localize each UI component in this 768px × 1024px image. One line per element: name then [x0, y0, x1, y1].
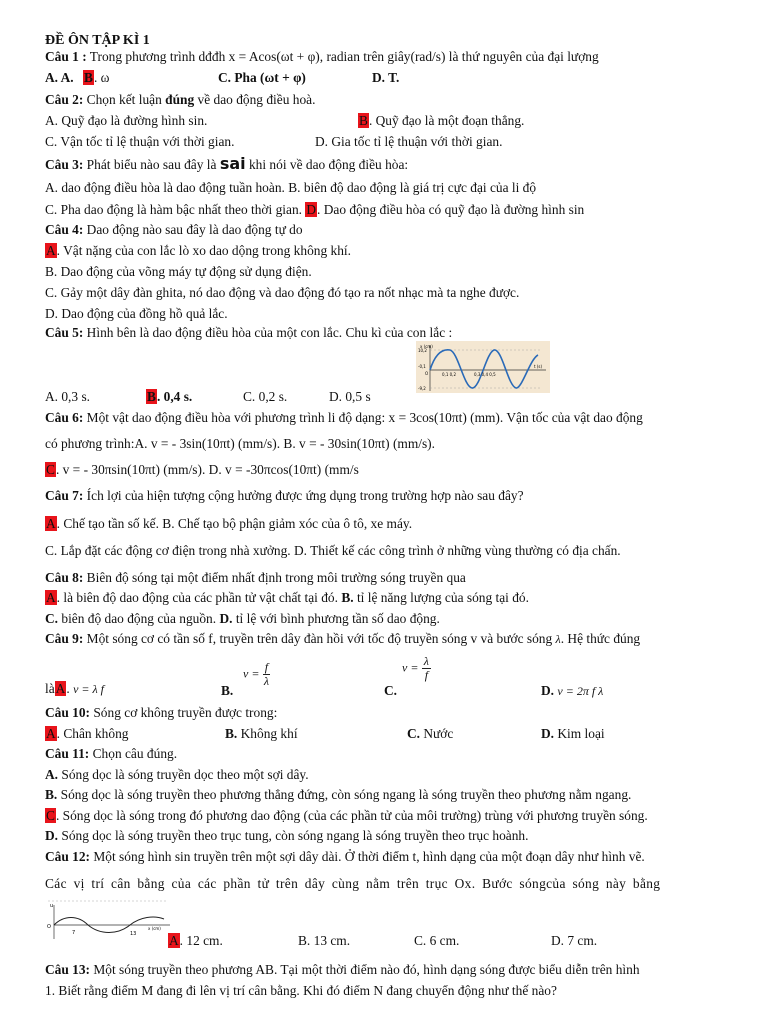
q2-option-d: D. Gia tốc tỉ lệ thuận với thời gian.	[315, 134, 503, 149]
fraction: $\frac{f}{\lambda}$	[263, 660, 270, 688]
origin-label: O	[425, 371, 429, 376]
q12-option-b: B. 13 cm.	[298, 933, 351, 948]
q2-option-c: C. Vận tốc tỉ lệ thuận với thời gian.	[45, 134, 235, 149]
question-1: Câu 1 : Trong phương trình dđđh x = Acos(ωt + φ), radian trên giây(rad/s) là thứ nguyên của đại lượng	[45, 49, 599, 64]
x-tick-7: 7	[72, 930, 76, 936]
origin-label: O	[47, 924, 51, 930]
question-3: Câu 3: Phát biểu nào sau đây là sai khi nói về dao động điều hòa:	[45, 154, 409, 173]
question-10: Câu 10: Sóng cơ không truyền được trong:	[45, 705, 278, 720]
y-tick-mid: -0,1	[418, 364, 426, 369]
oscillation-graph	[416, 341, 550, 393]
q4-option-a: A. Vật nặng của con lắc lò xo dao dộng trong không khí.	[46, 243, 351, 258]
x-tick-13: 13	[130, 931, 137, 937]
u-label: u	[50, 903, 54, 909]
t-title: t (s)	[534, 364, 543, 369]
q8-options-ab: A. là biên độ dao động của các phần tử vật chất tại đó. B. tỉ lệ năng lượng của sóng tại đó.	[46, 590, 529, 605]
question-4: Câu 4: Dao động nào sau đây là dao động tự do	[45, 222, 303, 237]
t-ticks-1: 0,1 0,2	[442, 372, 456, 377]
question-8: Câu 8: Biên độ sóng tại một điểm nhất định trong môi trường sóng truyền qua	[45, 570, 466, 585]
q5-option-c: C. 0,2 s.	[243, 389, 288, 404]
y-tick-bottom: -9,2	[418, 386, 426, 391]
q6-options-ab: có phương trình:A. v = - 3sin(10πt) (mm/s). B. v = - 30sin(10πt) (mm/s).	[45, 436, 435, 451]
q4-option-b: B. Dao động của võng máy tự động sử dụng điện.	[45, 264, 312, 279]
q11-option-c: C. Sóng dọc là sóng trong đó phương dao động (của các phần tử của môi trường) trùng với phương truyền sóng.	[46, 808, 648, 823]
q9-option-b-label: B.	[221, 683, 234, 698]
q10-option-d: D. Kim loại	[541, 726, 605, 741]
q7-options-ab: A. Chế tạo tần số kế. B. Chế tạo bộ phận giảm xóc của ô tô, xe máy.	[46, 516, 413, 531]
question-13: Câu 13: Một sóng truyền theo phương AB. Tại một thời điểm nào đó, hình dạng sóng được biểu diễn trên hình	[45, 962, 640, 977]
fraction: $\frac{\lambda}{f}$	[423, 654, 429, 682]
q3-options-cd: C. Pha dao động là hàm bậc nhất theo thời gian. D. Dao động điều hòa có quỹ đạo là đường hình sin	[45, 202, 585, 217]
string-wave-graph	[44, 899, 172, 943]
y-title: x (cm)	[420, 344, 433, 349]
q9-option-b-formula: v = $\frac{f}{\lambda}$	[243, 660, 270, 688]
q13-line-2: 1. Biết rằng điểm M đang đi lên vị trí cân bằng. Khi đó điểm N đang chuyển động như thế nào?	[45, 983, 557, 998]
question-2: Câu 2: Chọn kết luận đúng về dao động điều hoà.	[45, 92, 316, 107]
q1-option-c: C. Pha (ωt + φ)	[218, 70, 306, 85]
q1-option-d: D. T.	[372, 70, 400, 85]
q10-option-c: C. Nước	[407, 726, 454, 741]
x-title: x (cm)	[148, 926, 161, 931]
q9-option-a: làA. v = λ f	[45, 681, 105, 696]
q3-options-ab: A. dao động điều hòa là dao động tuần hoàn. B. biên độ dao động là giá trị cực đại của li độ	[45, 180, 537, 195]
page-title: ĐỀ ÔN TẬP KÌ 1	[45, 33, 150, 48]
question-label: Câu 1 :	[45, 49, 87, 64]
q9-option-c-label: C.	[384, 683, 398, 698]
q12-option-c: C. 6 cm.	[414, 933, 460, 948]
q12-option-d: D. 7 cm.	[551, 933, 598, 948]
q4-option-d: D. Dao động của đồng hồ quả lắc.	[45, 306, 228, 321]
q10-option-b: B. Không khí	[225, 726, 298, 741]
q7-options-cd: C. Lắp đặt các động cơ điện trong nhà xưởng. D. Thiết kế các công trình ở những vùng thường có địa chấn.	[45, 543, 621, 558]
q1-option-b: B. ω	[84, 70, 110, 85]
q9-option-d: D. v = 2π f λ	[541, 683, 604, 698]
question-12: Câu 12: Một sóng hình sin truyền trên một sợi dây dài. Ở thời điểm t, hình dạng của một đoạn dây như hình vẽ.	[45, 849, 645, 864]
q5-option-a: A. 0,3 s.	[45, 389, 91, 404]
q5-option-d: D. 0,5 s	[329, 389, 371, 404]
q2-option-a: A. Quỹ đạo là đường hình sin.	[45, 113, 208, 128]
q11-option-a: A. Sóng dọc là sóng truyền dọc theo một sợi dây.	[45, 767, 309, 782]
q11-option-d: D. Sóng dọc là sóng truyền theo trục tung, còn sóng ngang là sóng truyền theo trục hoành.	[45, 828, 529, 843]
q1-option-a: A. A.	[45, 70, 74, 85]
t-ticks-2: 0,3 0,4 0,5	[474, 372, 496, 377]
q9-option-c-formula: v = $\frac{\lambda}{f}$	[402, 654, 429, 682]
q10-option-a: A. Chân không	[46, 726, 129, 741]
q8-options-cd: C. biên độ dao động của nguồn. D. tỉ lệ với bình phương tần số dao động.	[45, 611, 440, 626]
q12-line-2: Các vị trí cân bằng của các phần tử trên dây cùng nằm trên trục Ox. Bước sóngcủa sóng này bằng	[45, 876, 661, 891]
q12-option-a: A. 12 cm.	[169, 933, 223, 948]
y-tick-top: 10,2	[418, 348, 427, 353]
q6-options-cd: C. v = - 30πsin(10πt) (mm/s). D. v = -30πcos(10πt) (mm/s	[46, 462, 359, 477]
q11-option-b: B. Sóng dọc là sóng truyền theo phương thẳng đứng, còn sóng ngang là sóng truyền theo phương nằm ngang.	[45, 787, 632, 802]
answer-highlight: B	[84, 70, 93, 85]
q5-option-b: B. 0,4 s.	[147, 389, 193, 404]
question-7: Câu 7: Ích lợi của hiện tượng cộng hưởng được ứng dụng trong trường hợp nào sau đây?	[45, 488, 524, 503]
question-11: Câu 11: Chọn câu đúng.	[45, 746, 178, 761]
question-9: Câu 9: Một sóng cơ có tần số f, truyền trên dây đàn hồi với tốc độ truyền sóng v và bước sóng λ. Hệ thức đúng	[45, 631, 641, 646]
question-5: Câu 5: Hình bên là dao động điều hòa của một con lắc. Chu kì của con lắc :	[45, 325, 453, 340]
q4-option-c: C. Gảy một dây đàn ghita, nó dao động và dao động đó tạo ra nốt nhạc mà ta nghe được.	[45, 285, 520, 300]
q2-option-b: B. Quỹ đạo là một đoạn thẳng.	[359, 113, 525, 128]
question-6: Câu 6: Một vật dao động điều hòa với phương trình li độ dạng: x = 3cos(10πt) (mm). Vận tốc của vật dao động	[45, 410, 643, 425]
